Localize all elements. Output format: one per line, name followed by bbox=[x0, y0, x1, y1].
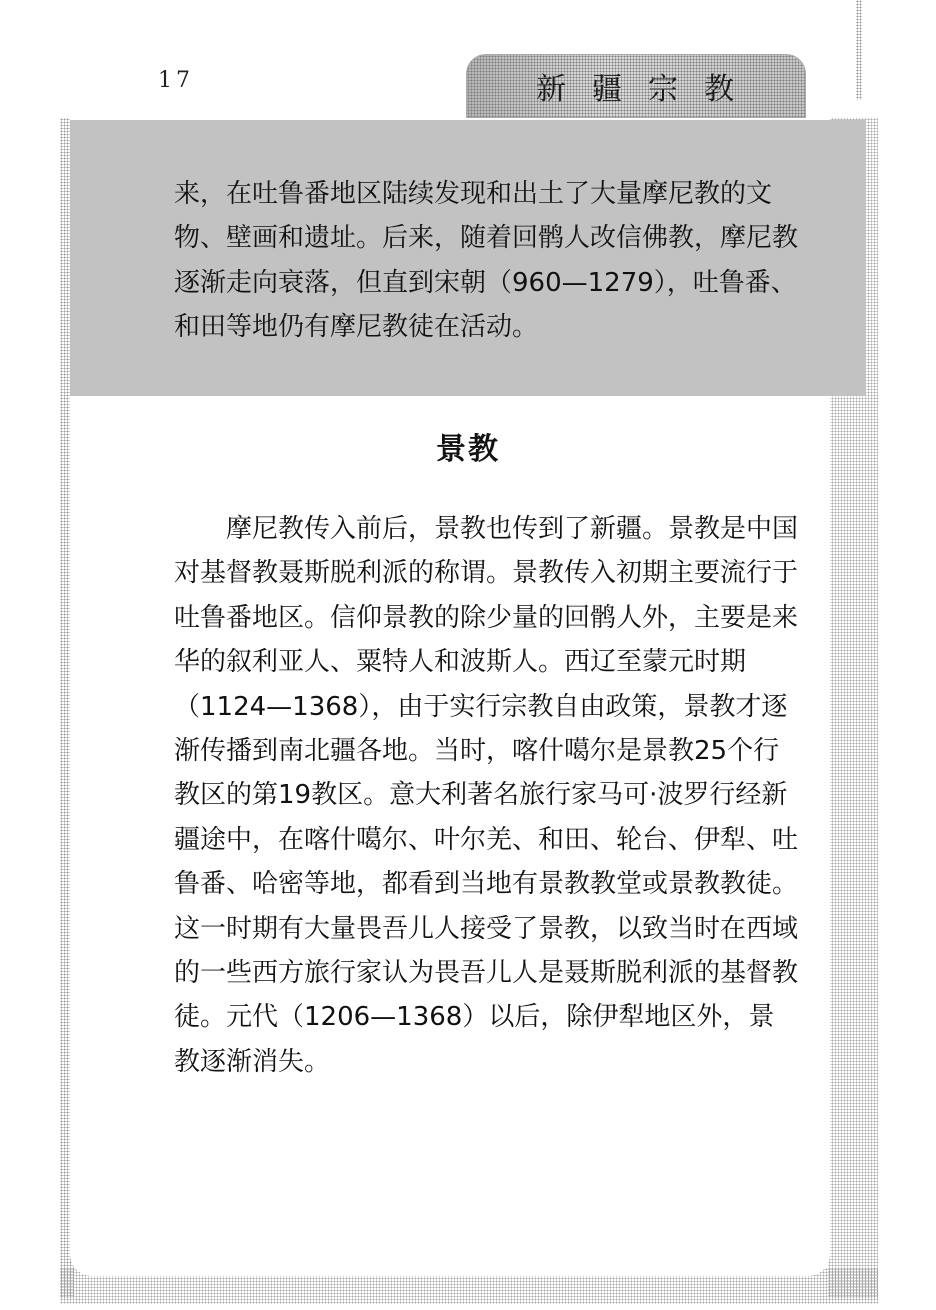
page-number: 17 bbox=[158, 68, 194, 93]
section-title: 景教 bbox=[436, 432, 500, 467]
book-title: 新疆宗教 bbox=[536, 72, 760, 107]
intro-paragraph bbox=[174, 172, 798, 350]
page-edge-dots bbox=[856, 0, 862, 100]
body-paragraph-text: 摩尼教传入前后，景教也传到了新疆。景教是中国对基督教聂斯脱利派的称谓。景教传入初期主要流行于吐鲁番地区。信仰景教的除少量的回鹘人外，主要是来华的叙利亚人、粟特人和波斯人。西辽至蒙元时期（1124—1368），由于实行宗教自由政策，景教才逐渐传播到南北疆各地。当时，喀什噶尔是景教25个行教区的第19教区。意大利著名旅行家马可·波罗行经新疆途中，在喀什噶尔、叶尔羌、和田、轮台、伊犁、吐鲁番、哈密等地，都看到当地有景教教堂或景教教徒。这一时期有大量畏吾儿人接受了景教，以致当时在西域的一些西方旅行家认为畏吾儿人是聂斯脱利派的基督教徒。元代（1206—1368）以后，除伊犁地区外，景教逐渐消失。 bbox=[174, 514, 799, 1077]
intro-paragraph-text: 来，在吐鲁番地区陆续发现和出土了大量摩尼教的文物、壁画和遗址。后来，随着回鹘人改信佛教，摩尼教逐渐走向衰落，但直到宋朝（960—1279），吐鲁番、和田等地仍有摩尼教徒在活动。 bbox=[174, 179, 799, 343]
body-paragraph bbox=[174, 507, 798, 1084]
